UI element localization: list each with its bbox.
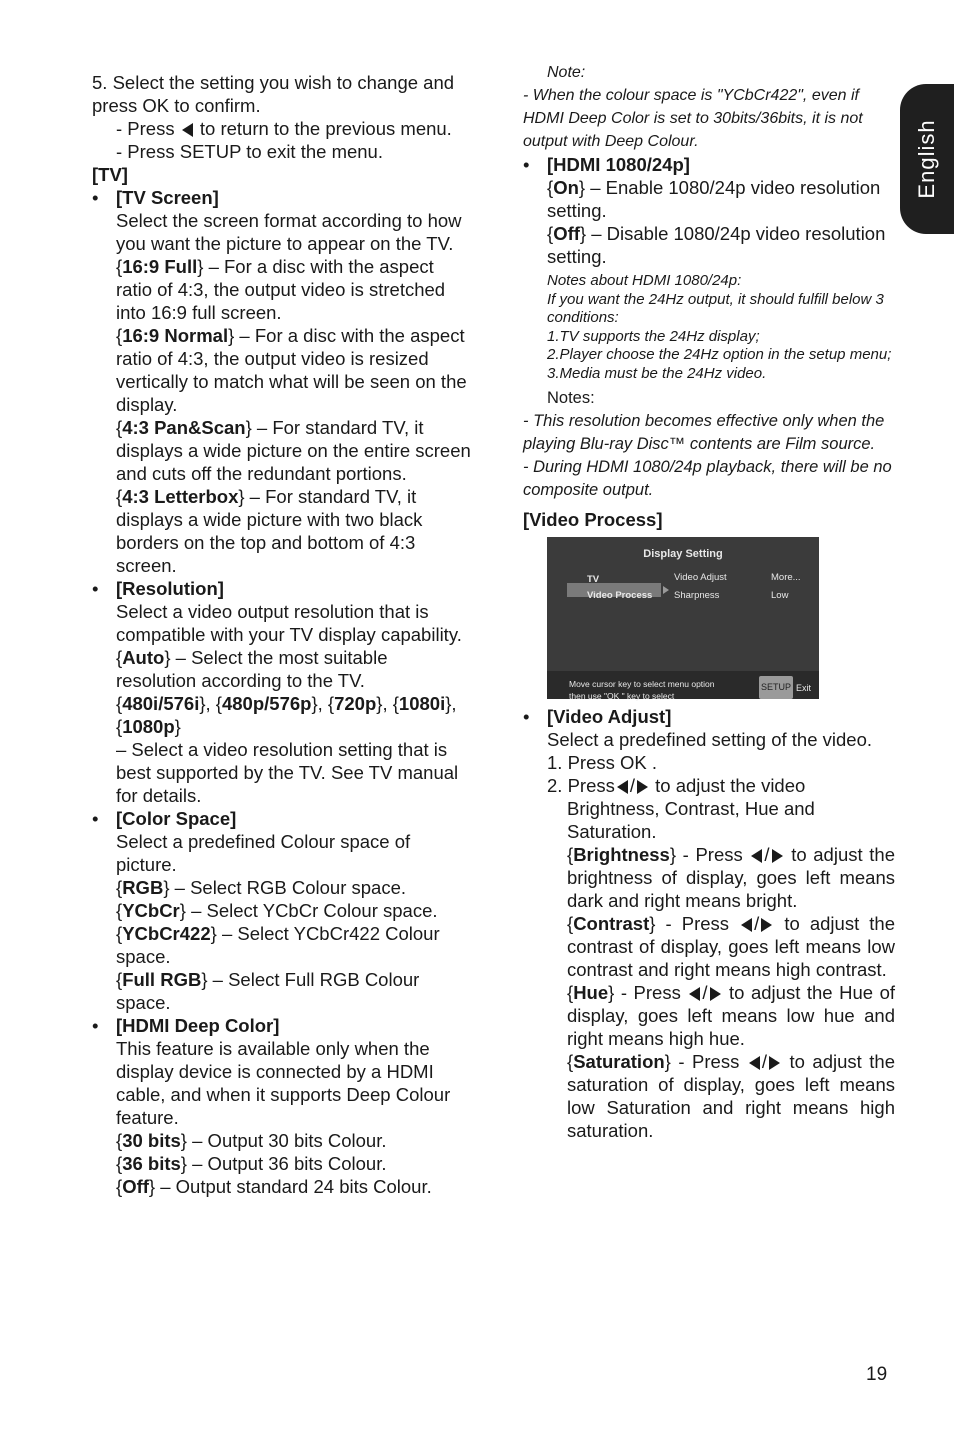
step-5: 5. Select the setting you wish to change and press OK to confirm. xyxy=(92,72,455,116)
right-arrow-icon xyxy=(772,849,783,863)
hdmi-1080-24p-title: [HDMI 1080/24p] xyxy=(547,154,690,175)
notes-label: Notes: xyxy=(547,389,595,407)
resolution-desc: Select a video output resolution that is compatible with your TV display capability. xyxy=(116,601,462,645)
notes-1: - This resolution becomes effective only when the playing Blu-ray Disc™ contents are Film source. xyxy=(523,412,885,453)
right-arrow-icon xyxy=(769,1056,780,1070)
hdmi-1080-24p-section xyxy=(523,153,895,268)
video-adjust-desc: Select a predefined setting of the video. xyxy=(547,729,872,750)
screen-item-video-adjust: Video Adjust xyxy=(674,572,727,583)
video-adjust-step2: 2. Press / to adjust the video Brightness, Contrast, Hue and Saturation. xyxy=(547,775,815,842)
option-ycbcr: {YCbCr} – Select YCbCr Colour space. xyxy=(116,900,438,921)
option-30-bits: {30 bits} – Output 30 bits Colour. xyxy=(116,1130,387,1151)
option-auto: {Auto} – Select the most suitable resolution according to the TV. xyxy=(116,647,388,691)
option-on: {On} – Enable 1080/24p video resolution setting. xyxy=(547,177,881,221)
left-arrow-icon xyxy=(741,918,752,932)
screen-menu-tv: TV xyxy=(587,574,600,585)
screen-title: Display Setting xyxy=(643,548,723,560)
option-rgb: {RGB} – Select RGB Colour space. xyxy=(116,877,406,898)
contrast-option: {Contrast} - Press / to adjust the contrast of display, goes left means low contrast and right means high contrast. xyxy=(567,913,896,980)
note-label: Note: xyxy=(547,64,586,81)
language-side-tab xyxy=(900,84,954,234)
option-ycbcr422: {YCbCr422} – Select YCbCr422 Colour space. xyxy=(116,923,440,967)
tv-screen-desc: Select the screen format according to how you want the picture to appear on the TV. xyxy=(116,210,462,254)
right-arrow-icon xyxy=(637,780,648,794)
option-16-9-normal: {16:9 Normal} – For a disc with the aspect ratio of 4:3, the output video is resized vertically to match what will be seen on the display. xyxy=(116,325,467,415)
tv-screen-section xyxy=(92,186,472,577)
press-back-line: - Press to return to the previous menu. xyxy=(116,118,452,139)
option-off-1080: {Off} – Disable 1080/24p video resolution setting. xyxy=(547,223,886,267)
resolution-section xyxy=(92,577,472,807)
note-text: - When the colour space is "YCbCr422", even if HDMI Deep Color is set to 30bits/36bits, it is not output with Deep Colour. xyxy=(523,87,863,150)
video-process-heading: [Video Process] xyxy=(523,509,663,530)
right-column xyxy=(523,61,895,1142)
video-adjust-title: [Video Adjust] xyxy=(547,706,672,727)
left-arrow-icon xyxy=(751,849,762,863)
right-arrow-icon xyxy=(710,987,721,1001)
screen-arrow-icon xyxy=(663,586,669,594)
option-off: {Off} – Output standard 24 bits Colour. xyxy=(116,1176,432,1197)
notes-2: - During HDMI 1080/24p playback, there will be no composite output. xyxy=(523,458,892,499)
screen-footer xyxy=(547,671,819,699)
tv-heading: [TV] xyxy=(92,164,128,185)
screen-exit-label: Exit xyxy=(796,683,812,693)
option-16-9-full: {16:9 Full} – For a disc with the aspect ratio of 4:3, the output video is stretched into 16:9 full screen. xyxy=(116,256,446,323)
left-arrow-icon xyxy=(182,123,193,137)
left-arrow-icon xyxy=(617,780,628,794)
language-label: English xyxy=(914,119,939,199)
resolution-title: [Resolution] xyxy=(116,578,224,599)
hdmi-notes: Notes about HDMI 1080/24p: If you want the 24Hz output, it should fulfill below 3 conditions: 1.TV supports the 24Hz display; 2.Player choose the 24Hz option in the setup menu; 3.Media must be the 24Hz video. xyxy=(547,272,892,382)
screen-setup-key: SETUP xyxy=(759,676,793,699)
page-number: 19 xyxy=(866,1364,888,1385)
color-space-desc: Select a predefined Colour space of picture. xyxy=(116,831,411,875)
screen-footer-line2: then use "OK " key to select xyxy=(569,691,675,701)
color-space-title: [Color Space] xyxy=(116,808,237,829)
option-full-rgb: {Full RGB} – Select Full RGB Colour space. xyxy=(116,969,420,1013)
deep-color-title: [HDMI Deep Color] xyxy=(116,1015,280,1036)
option-4-3-panscan: {4:3 Pan&Scan} – For standard TV, it displays a wide picture on the entire screen and cuts off the redundant portions. xyxy=(116,417,471,484)
press-setup-line: - Press SETUP to exit the menu. xyxy=(116,141,383,162)
resolution-options: {480i/576i}, {480p/576p}, {720p}, {1080i}, {1080p} xyxy=(116,693,457,737)
left-arrow-icon xyxy=(689,987,700,1001)
saturation-option: {Saturation} - Press / to adjust the saturation of display, goes left means low Saturation and right means high saturation. xyxy=(567,1051,895,1141)
brightness-option: {Brightness} - Press / to adjust the brightness of display, goes left means dark and right means bright. xyxy=(567,844,895,911)
screen-item-sharpness: Sharpness xyxy=(674,590,720,601)
screen-item-video-adjust-value: More... xyxy=(771,572,801,583)
hue-option: {Hue} - Press / to adjust the Hue of display, goes left means low hue and right means high hue. xyxy=(567,982,895,1049)
option-36-bits: {36 bits} – Output 36 bits Colour. xyxy=(116,1153,387,1174)
deep-color-section xyxy=(92,1014,472,1198)
color-space-section xyxy=(92,807,472,1014)
video-adjust-step1: 1. Press OK . xyxy=(547,752,658,773)
screen-footer-line1: Move cursor key to select menu option xyxy=(569,679,715,689)
video-adjust-section xyxy=(523,705,895,1142)
tv-screen-title: [TV Screen] xyxy=(116,187,219,208)
option-4-3-letterbox: {4:3 Letterbox} – For standard TV, it displays a wide picture with two black borders on the top and bottom of 4:3 screen. xyxy=(116,486,423,576)
resolution-options-desc: – Select a video resolution setting that is best supported by the TV. See TV manual for details. xyxy=(116,739,459,806)
display-setting-screenshot xyxy=(547,537,819,699)
screen-item-sharpness-value: Low xyxy=(771,590,789,601)
left-column xyxy=(92,71,472,1198)
left-arrow-icon xyxy=(749,1056,760,1070)
screen-menu-video-process: Video Process xyxy=(587,590,653,601)
right-arrow-icon xyxy=(761,918,772,932)
deep-color-desc: This feature is available only when the display device is connected by a HDMI cable, and when it supports Deep Colour feature. xyxy=(116,1038,451,1128)
